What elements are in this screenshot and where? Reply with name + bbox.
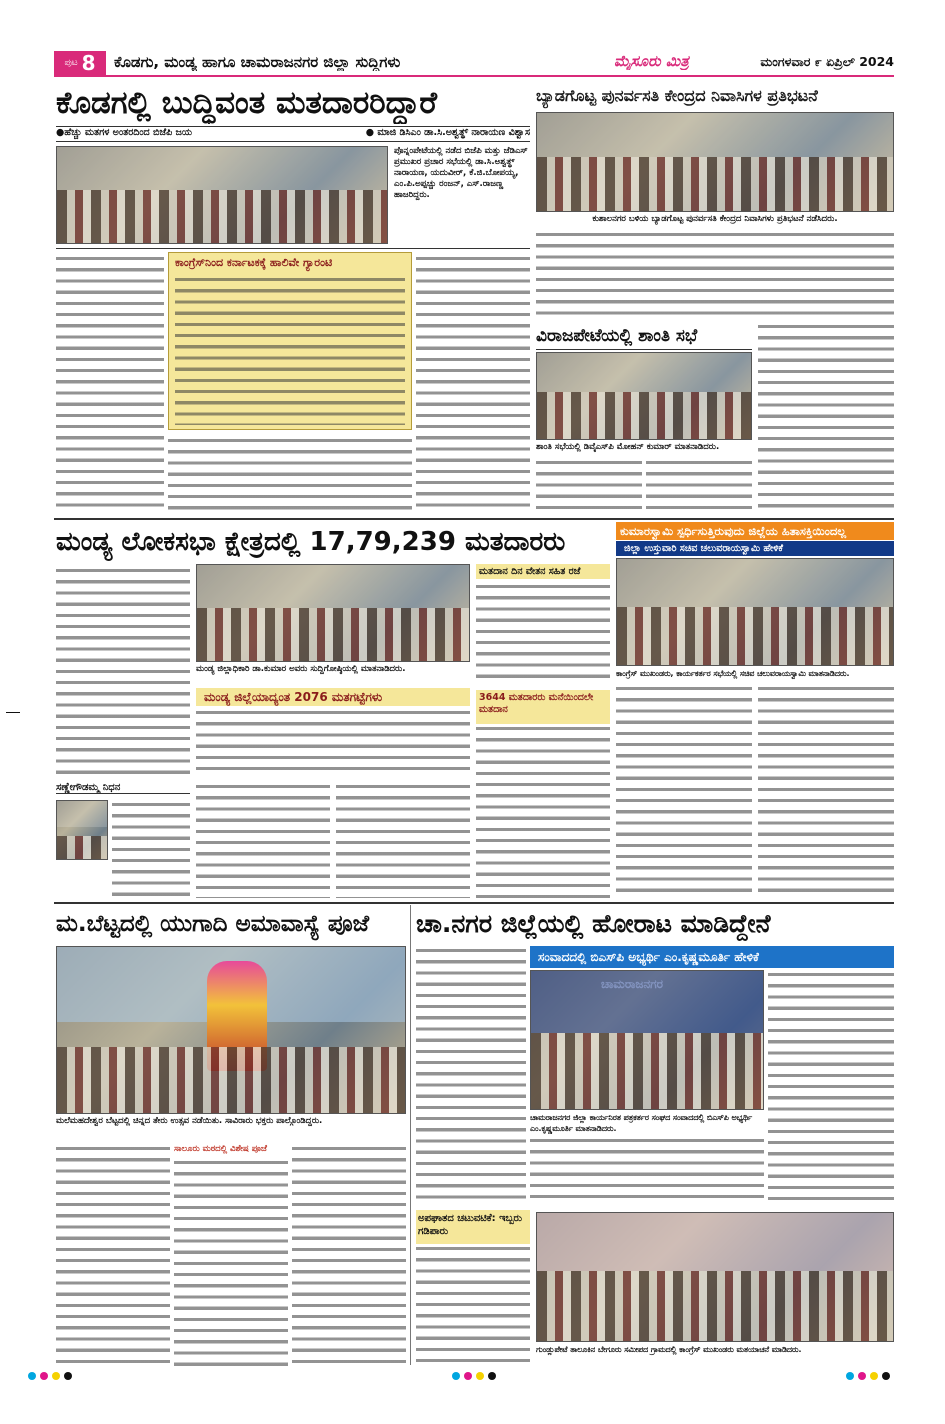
- article-text-peace-col3: [758, 322, 894, 514]
- article-text-chnagar-left: [416, 946, 526, 1110]
- photo-chariot-festival: [56, 946, 406, 1114]
- caption-chariot-festival: ಮಲೆಮಹದೇಶ್ವರ ಬೆಟ್ಟದಲ್ಲಿ ಚಿನ್ನದ ತೇರು ಉತ್ಸವ ನಡೆಯಿತು. ಸಾವಿರಾರು ಭಕ್ತರು ಪಾಲ್ಗೊಂಡಿದ್ದರು.: [56, 1116, 323, 1126]
- column-rule: [410, 905, 411, 1365]
- subbar-2076-booths: ಮಂಡ್ಯ ಜಿಲ್ಲೆಯಾದ್ಯಂತ 2076 ಮತಗಟ್ಟೆಗಳು: [196, 688, 470, 706]
- sidebox-home-voting-title: 3644 ಮತದಾರರು ಮನೆಯಿಂದಲೇ ಮತದಾನ: [476, 690, 610, 724]
- headline-chamarajanagar: ಚಾ.ನಗರ ಜಿಲ್ಲೆಯಲ್ಲಿ ಹೋರಾಟ ಮಾಡಿದ್ದೇನೆ: [416, 909, 771, 938]
- sidebox-holiday-text: [476, 582, 610, 686]
- caption-bjp-meeting: ಪೊನ್ನಂಪೇಟೆಯಲ್ಲಿ ನಡೆದ ಬಿಜೆಪಿ ಮತ್ತು ಜೆಡಿಎಸ್ ಪ್ರಮುಖರ ಪ್ರಚಾರ ಸಭೆಯಲ್ಲಿ ಡಾ.ಸಿ.ಅಶ್ವತ್ಥ್ ನಾರಾಯಣ, ಯದುವೀರ್, ಕೆ.ಜಿ.ಬೋಪಯ್ಯ, ಎಂ.ಪಿ.ಅಪ್ಪಚ್ಚು ರಂಜನ್, ಎಸ್.ರಾಜಣ್ಣ ಹಾಜರಿದ್ದರು.: [394, 146, 528, 200]
- article-text-mandya-col2b: [196, 782, 330, 898]
- page-label: ಪುಟ: [64, 58, 78, 68]
- issue-date: ಮಂಗಳವಾರ ೯ ಏಪ್ರಿಲ್ 2024: [760, 54, 894, 69]
- divider: [56, 248, 530, 249]
- article-text-mmhills-col3: [292, 1144, 406, 1366]
- color-registration-marks: [0, 1372, 945, 1386]
- masthead-bar: [54, 51, 894, 77]
- sidebox-home-voting: [476, 690, 610, 898]
- section-divider-2: [54, 902, 894, 904]
- article-text-chnagar-bottom1: [416, 1114, 526, 1206]
- headline-protest: ಬ್ಯಾಡಗೊಟ್ಟ ಪುನರ್ವಸತಿ ಕೇಂದ್ರದ ನಿವಾಸಿಗಳ ಪ್ರತಿಭಟನೆ: [536, 86, 818, 105]
- article-text-mmhills-col1: [56, 1144, 170, 1366]
- article-text-kumaraswamy-col2: [758, 684, 894, 898]
- subheads-kodagu: [56, 126, 530, 142]
- article-text-peace-right: [646, 458, 752, 514]
- caption-bsp-press-meet: ಚಾಮರಾಜನಗರ ಜಿಲ್ಲಾ ಕಾರ್ಯನಿರತ ಪತ್ರಕರ್ತರ ಸಂಘದ ಸಂವಾದದಲ್ಲಿ ಬಿಎಸ್‌ಪಿ ಅಭ್ಯರ್ಥಿ ಎಂ.ಕೃಷ್ಣಮೂರ್ತಿ ಮಾತನಾಡಿದರು.: [530, 1113, 753, 1133]
- inset-title: ಕಾಂಗ್ರೆಸ್‌ನಿಂದ ಕರ್ನಾಟಕಕ್ಕೆ ಹಾಲಿವೇ ಗ್ಯಾರಂಟಿ: [175, 256, 333, 269]
- article-text-peace-left: [536, 458, 642, 514]
- accident-text: [416, 1244, 530, 1366]
- article-text-chnagar-bottom2: [530, 1136, 764, 1206]
- obituary-box: [56, 782, 190, 898]
- photo-peace-meeting: [536, 352, 752, 440]
- sidebox-home-voting-text: [476, 724, 610, 898]
- headline-mandya-voters: ಮಂಡ್ಯ ಲೋಕಸಭಾ ಕ್ಷೇತ್ರದಲ್ಲಿ 17,79,239 ಮತದಾರರು: [56, 527, 566, 557]
- article-text-chnagar-right: [768, 970, 894, 1206]
- headline-accident: ಅಪಘಾತದ ಚಟುವಟಿಕೆ: ಇಬ್ಬರು ಗಡಿಪಾರು: [416, 1210, 530, 1244]
- photo-bjp-meeting: [56, 146, 388, 244]
- photo-mandya-press-meet: [196, 564, 470, 662]
- section-title: ಕೊಡಗು, ಮಂಡ್ಯ ಹಾಗೂ ಚಾಮರಾಜನಗರ ಜಿಲ್ಲಾ ಸುದ್ದಿಗಳು: [114, 53, 401, 71]
- sidebox-holiday: [476, 564, 610, 686]
- page-number-badge: [54, 51, 106, 75]
- article-text-kodagu-col3: [416, 254, 530, 514]
- article-text-kodagu-col1: [56, 254, 164, 514]
- sidebox-holiday-title: ಮತದಾನ ದಿನ ವೇತನ ಸಹಿತ ರಜೆ: [476, 564, 610, 579]
- photo-gundlupet-campaign: [536, 1212, 894, 1342]
- caption-peace-meeting: ಶಾಂತಿ ಸಭೆಯಲ್ಲಿ ಡಿವೈಎಸ್‌ಪಿ ಮೋಹನ್ ಕುಮಾರ್ ಮಾತನಾಡಿದರು.: [536, 442, 720, 452]
- photo-congress-meeting: [616, 558, 894, 666]
- inset-box-guarantee: [168, 252, 412, 430]
- page-number: 8: [81, 51, 96, 75]
- inset-label-saluru: ಸಾಲೂರು ಮಠದಲ್ಲಿ ವಿಶೇಷ ಪೂಜೆ: [174, 1144, 267, 1154]
- caption-congress-meeting: ಕಾಂಗ್ರೆಸ್ ಮುಖಂಡರು, ಕಾರ್ಯಕರ್ತರ ಸಭೆಯಲ್ಲಿ ಸಚಿವ ಚಲುವರಾಯಸ್ವಾಮಿ ಮಾತನಾಡಿದರು.: [616, 669, 850, 678]
- subbar-kumaraswamy: ಜಿಲ್ಲಾ ಉಸ್ತುವಾರಿ ಸಚಿವ ಚಲುವರಾಯಸ್ವಾಮಿ ಹೇಳಿಕೆ: [616, 541, 894, 556]
- subbar-chamarajanagar: ಸಂವಾದದಲ್ಲಿ ಬಿಎಸ್‌ಪಿ ಅಭ್ಯರ್ಥಿ ಎಂ.ಕೃಷ್ಣಮೂರ್ತಿ ಹೇಳಿಕೆ: [530, 946, 894, 968]
- article-text-mandya-booths: [196, 708, 470, 778]
- article-text-protest: [536, 230, 894, 318]
- paper-name: ಮೈಸೂರು ಮಿತ್ರ: [614, 52, 689, 70]
- photo-bsp-press-meet: [530, 970, 764, 1110]
- accident-box: [416, 1210, 530, 1366]
- headline-kodagu: ಕೊಡಗಲ್ಲಿ ಬುದ್ಧಿವಂತ ಮತದಾರರಿದ್ದಾರೆ: [56, 85, 438, 121]
- photo-protest: [536, 112, 894, 212]
- inset-text: [175, 275, 405, 425]
- caption-protest: ಕುಶಾಲನಗರ ಬಳಿಯ ಬ್ಯಾಡಗೊಟ್ಟ ಪುನರ್ವಸತಿ ಕೇಂದ್ರದ ನಿವಾಸಿಗಳು ಪ್ರತಿಭಟನೆ ನಡೆಸಿದರು.: [592, 214, 838, 224]
- article-text-kumaraswamy-col1: [616, 684, 752, 898]
- subhead-right: ● ಮಾಜಿ ಡಿಸಿಎಂ ಡಾ.ಸಿ.ಅಶ್ವತ್ಥ್ ನಾರಾಯಣ ವಿಶ್ವಾಸ: [365, 127, 530, 138]
- article-text-kodagu-bottom: [168, 436, 412, 514]
- section-divider: [54, 518, 894, 520]
- mmhills-col2-text: [174, 1158, 288, 1366]
- article-text-mandya-col1: [56, 566, 190, 780]
- article-text-mandya-col3b: [336, 782, 470, 898]
- headline-mm-hills: ಮ.ಬೆಟ್ಟದಲ್ಲಿ ಯುಗಾದಿ ಅಮಾವಾಸ್ಯೆ ಪೂಜೆ: [56, 911, 370, 937]
- obituary-text: [112, 800, 190, 896]
- fold-mark: [6, 712, 20, 713]
- headline-peace-meeting: ವಿರಾಜಪೇಟೆಯಲ್ಲಿ ಶಾಂತಿ ಸಭೆ: [536, 322, 752, 350]
- subhead-left: ●ಹೆಚ್ಚು ಮತಗಳ ಅಂತರದಿಂದ ಬಿಜೆಪಿ ಜಯ: [56, 127, 193, 138]
- mmhills-col2: [174, 1144, 288, 1366]
- caption-mandya-press-meet: ಮಂಡ್ಯ ಜಿಲ್ಲಾಧಿಕಾರಿ ಡಾ.ಕುಮಾರ ಅವರು ಸುದ್ದಿಗೋಷ್ಠಿಯಲ್ಲಿ ಮಾತನಾಡಿದರು.: [196, 664, 406, 674]
- caption-gundlupet-campaign: ಗುಂಡ್ಲುಪೇಟೆ ತಾಲೂಕಿನ ಬೇಗೂರು ಸಮೀಪದ ಗ್ರಾಮದಲ್ಲಿ ಕಾಂಗ್ರೆಸ್ ಮುಖಂಡರು ಮತಯಾಚನೆ ಮಾಡಿದರು.: [536, 1345, 802, 1354]
- headline-kumaraswamy: ಕುಮಾರಸ್ವಾಮಿ ಸ್ಪರ್ಧಿಸುತ್ತಿರುವುದು ಜಿಲ್ಲೆಯ ಹಿತಾಸಕ್ತಿಯಿಂದಲ್ಲ: [616, 522, 894, 540]
- obituary-photo: [56, 800, 108, 860]
- obituary-title: ಸಣ್ಣೇಗೌಡಮ್ಮ ನಿಧನ: [56, 782, 190, 794]
